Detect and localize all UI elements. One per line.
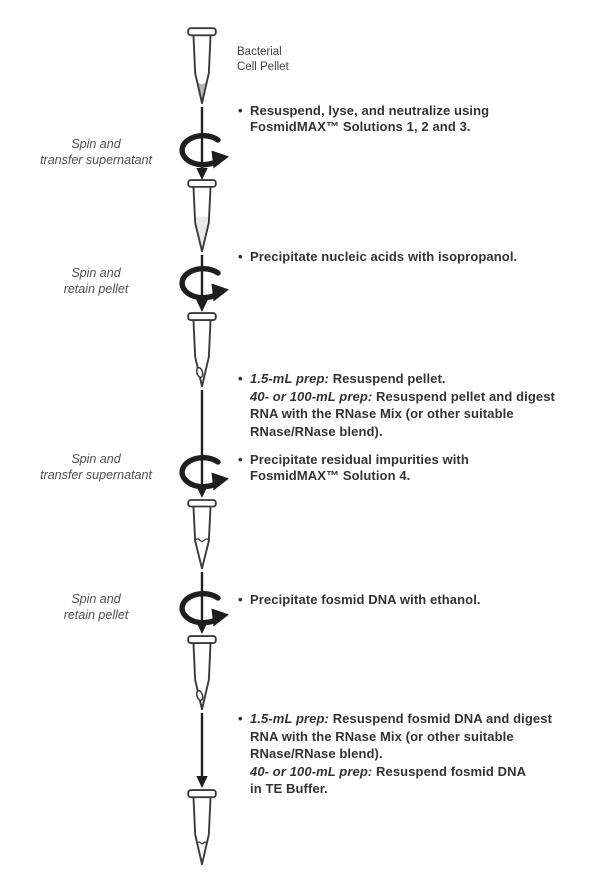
start-material-label	[237, 45, 289, 75]
spin-step-label-3	[16, 452, 176, 483]
tube-final-fosmid-dna-icon	[183, 789, 221, 867]
bullet-line	[250, 468, 469, 484]
bullet-line	[250, 763, 552, 781]
tube-supernatant-icon	[183, 179, 221, 254]
bullet-text-segment: in TE Buffer.	[250, 781, 328, 796]
bullet-marker: •	[238, 249, 243, 264]
protocol-note-lyse	[238, 103, 490, 134]
bullet-line	[238, 249, 518, 265]
protocol-note-ethanol	[238, 592, 481, 608]
bullet-text-segment: Resuspend pellet.	[328, 371, 446, 386]
bullet-text-segment: RNA with the RNase Mix (or other suitable	[250, 406, 514, 421]
tube-nucleic-acid-pellet-icon	[183, 312, 221, 389]
centrifuge-spin-icon	[173, 131, 231, 175]
bullet-text-segment: RNase/RNase blend).	[250, 423, 383, 439]
bullet-marker: •	[238, 592, 243, 607]
bullet-line	[250, 119, 489, 135]
start-material-label-line1: Bacterial	[237, 46, 282, 58]
bullet-text-segment: Resuspend fosmid DNA	[372, 763, 527, 779]
bullet-marker: •	[238, 103, 243, 118]
bullet-text-segment: Resuspend fosmid DNA and digest	[328, 711, 553, 726]
bullet-text-segment: FosmidMAX™ Solutions 1, 2 and 3.	[250, 118, 471, 134]
bullet-line	[238, 103, 490, 119]
bullet-line	[250, 745, 552, 763]
bullet-text-segment: Precipitate fosmid DNA with ethanol.	[250, 592, 481, 607]
bullet-line	[238, 452, 469, 468]
spin-step-label-line: Spin and	[71, 592, 121, 606]
bullet-marker: •	[238, 452, 243, 467]
spin-step-label-line: Spin and	[71, 452, 121, 466]
bullet-line	[250, 423, 555, 441]
bullet-text-segment: 40- or 100-mL prep:	[250, 763, 373, 779]
bullet-text-segment: RNA with the RNase Mix (or other suitable	[250, 728, 514, 744]
bullet-text-segment: FosmidMAX™ Solution 4.	[250, 467, 411, 483]
bullet-line	[250, 388, 555, 406]
bullet-text-segment: Precipitate residual impurities with	[250, 452, 469, 467]
protocol-note-resuspend-pellet	[238, 370, 555, 440]
centrifuge-spin-icon	[173, 589, 231, 633]
bullet-text-segment: Resuspend pellet and digest	[372, 388, 555, 404]
bullet-text-segment: 40- or 100-mL prep:	[250, 388, 373, 404]
tube-supernatant-solution4-icon	[183, 499, 221, 571]
protocol-note-isopropanol	[238, 249, 518, 265]
bullet-text-segment: Precipitate nucleic acids with isopropanol.	[250, 249, 518, 264]
tube-bacterial-cell-pellet-icon	[183, 27, 221, 106]
bullet-line	[250, 780, 552, 798]
spin-step-label-1	[16, 137, 176, 168]
spin-step-label-line: Spin and	[71, 266, 121, 280]
spin-step-label-2	[16, 266, 176, 297]
centrifuge-spin-icon	[173, 453, 231, 497]
bullet-marker: •	[238, 371, 243, 386]
spin-step-label-line: Spin and	[71, 137, 121, 151]
bullet-text-segment: 1.5-mL prep:	[250, 711, 329, 726]
start-material-label-line2: Cell Pellet	[237, 61, 289, 73]
spin-step-label-line: transfer supernatant	[40, 467, 152, 482]
bullet-marker: •	[238, 711, 243, 726]
spin-step-label-line: retain pellet	[63, 281, 129, 296]
bullet-line	[250, 405, 555, 423]
spin-step-label-line: retain pellet	[63, 607, 129, 622]
bullet-line	[238, 370, 555, 388]
bullet-text-segment: RNase/RNase blend).	[250, 746, 383, 761]
bullet-line	[238, 592, 481, 608]
bullet-line	[250, 728, 552, 746]
bullet-text-segment: 1.5-mL prep:	[250, 371, 329, 386]
spin-step-label-line: transfer supernatant	[40, 152, 152, 167]
bullet-text-segment: Resuspend, lyse, and neutralize using	[250, 103, 490, 118]
tube-fosmid-dna-pellet-icon	[183, 635, 221, 712]
bullet-line	[238, 710, 553, 728]
protocol-note-solution4	[238, 452, 469, 483]
spin-step-label-4	[16, 592, 176, 623]
protocol-note-final-resuspend	[238, 710, 553, 798]
flow-arrow-down-icon	[195, 713, 209, 788]
centrifuge-spin-icon	[173, 264, 231, 308]
